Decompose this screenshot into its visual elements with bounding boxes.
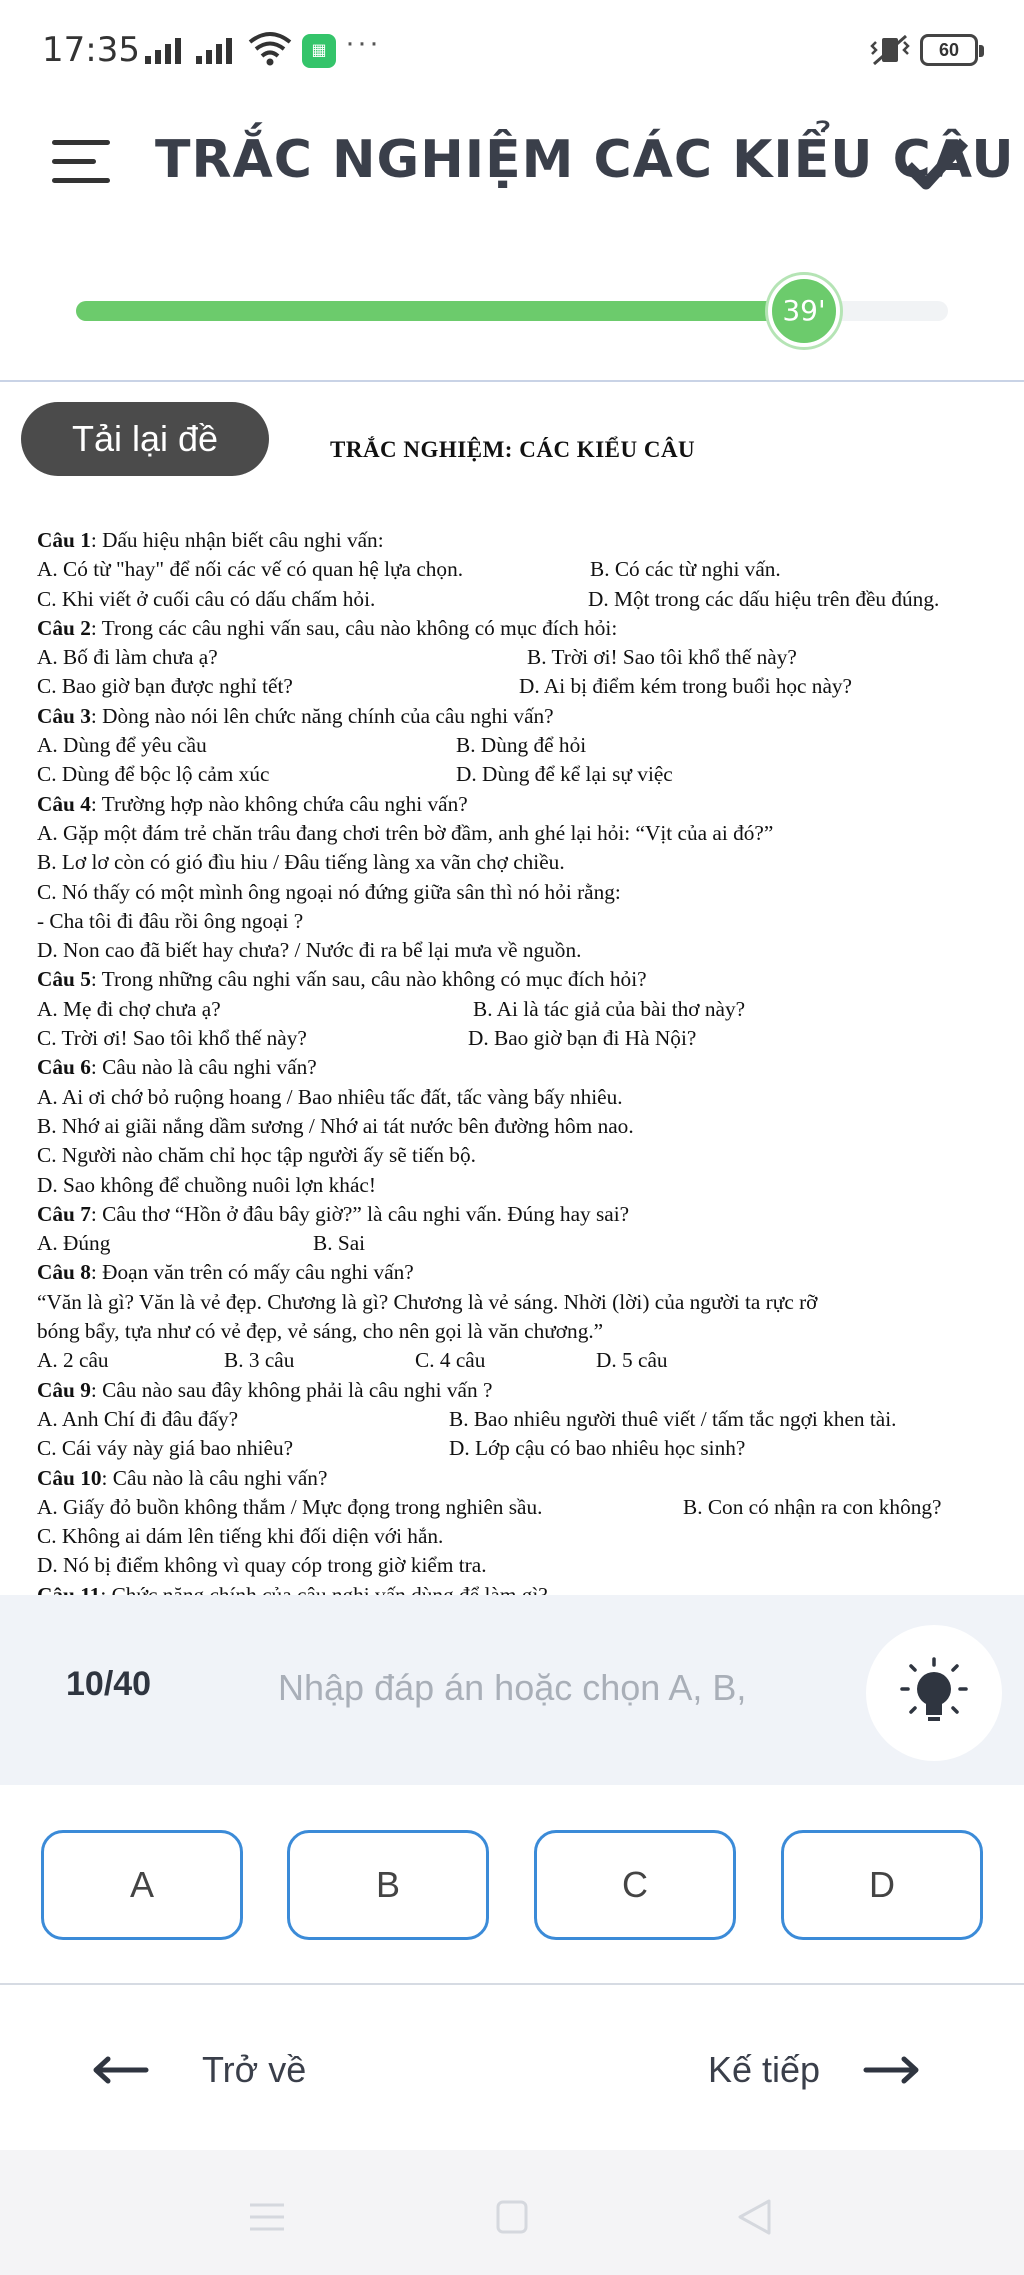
divider	[0, 380, 1024, 382]
question-number: Câu 10	[37, 1465, 102, 1490]
choice-c-button[interactable]: C	[534, 1830, 736, 1940]
question-line-text	[37, 587, 375, 611]
question-text: A. Bố đi làm chưa ạ?	[37, 645, 218, 670]
question-line-text	[37, 645, 218, 669]
question-text: : Trong các câu nghi vấn sau, câu nào không có mục đích hỏi:	[90, 615, 618, 640]
back-label: Trở về	[202, 2049, 307, 2090]
answer-input[interactable]	[278, 1653, 838, 1723]
question-line	[37, 555, 1017, 584]
question-number: Câu 9	[37, 1377, 91, 1402]
choice-d-button[interactable]: D	[781, 1830, 983, 1940]
app-notification-icon: ▦	[302, 34, 336, 68]
question-line	[37, 585, 1017, 614]
recent-apps-icon[interactable]	[250, 2202, 284, 2232]
question-line	[37, 702, 1017, 731]
question-text: C. Không ai dám lên tiếng khi đối diện với hắn.	[37, 1524, 444, 1549]
question-counter: 10/40	[66, 1665, 152, 1703]
timer-badge: 39'	[768, 275, 840, 347]
answer-option-text: B. 3 câu	[224, 1348, 295, 1373]
answer-option-text: B. Bao nhiêu người thuê viết / tấm tắc ngợi khen tài.	[449, 1406, 897, 1431]
divider	[0, 1983, 1024, 1985]
question-line-text	[37, 557, 463, 581]
lightbulb-icon	[866, 1625, 1002, 1761]
choice-b-button[interactable]: B	[287, 1830, 489, 1940]
question-line-text	[37, 997, 221, 1021]
question-line	[37, 1053, 1017, 1082]
question-line-text	[37, 704, 554, 728]
question-text: : Câu thơ “Hồn ở đâu bây giờ?” là câu nghi vấn. Đúng hay sai?	[90, 1201, 630, 1226]
answer-option-text: B. Ai là tác giả của bài thơ này?	[473, 996, 746, 1021]
question-line-text	[37, 1085, 623, 1109]
checkmark-icon[interactable]	[904, 134, 968, 192]
question-text: : Trong những câu nghi vấn sau, câu nào không có mục đích hỏi?	[90, 967, 647, 992]
choice-a-button[interactable]: A	[41, 1830, 243, 1940]
question-text: C. Bao giờ bạn được nghỉ tết?	[37, 674, 293, 699]
question-line	[37, 878, 1017, 907]
question-number: Câu 8	[37, 1260, 91, 1285]
question-line	[37, 790, 1017, 819]
question-line-text	[37, 1143, 476, 1167]
question-line-text	[37, 528, 384, 552]
question-text: C. Nó thấy có một mình ông ngoại nó đứng giữa sân thì nó hỏi rằng:	[37, 879, 621, 904]
question-text: A. Đúng	[37, 1231, 111, 1256]
question-text: “Văn là gì? Văn là vẻ đẹp. Chương là gì? Chương là vẻ sáng. Nhời (lời) của người ta rực rỡ	[37, 1289, 818, 1314]
question-line	[37, 965, 1017, 994]
answer-option-text: B. Con có nhận ra con không?	[683, 1494, 942, 1519]
battery-icon	[920, 34, 978, 66]
question-line	[37, 1171, 1017, 1200]
reload-exam-button[interactable]: Tải lại đề	[21, 402, 269, 476]
question-line	[37, 614, 1017, 643]
answer-option-text: D. Ai bị điểm kém trong buổi học này?	[519, 674, 853, 699]
answer-option-text: D. 5 câu	[596, 1348, 668, 1373]
question-line-text	[37, 792, 468, 816]
question-line	[37, 1346, 1017, 1375]
question-line	[37, 1112, 1017, 1141]
question-text: : Câu nào là câu nghi vấn?	[101, 1465, 328, 1490]
question-text: A. Gặp một đám trẻ chăn trâu đang chơi trên bờ đầm, anh ghé lại hỏi: “Vịt của ai đó?”	[37, 820, 774, 845]
question-line	[37, 672, 1017, 701]
question-line	[37, 1405, 1017, 1434]
answer-option-text: D. Lớp cậu có bao nhiêu học sinh?	[449, 1436, 746, 1461]
question-text: A. Ai ơi chớ bỏ ruộng hoang / Bao nhiêu tấc đất, tấc vàng bấy nhiêu.	[37, 1084, 623, 1109]
answer-option-text: B. Trời ơi! Sao tôi khổ thế này?	[527, 645, 797, 670]
question-text: A. Anh Chí đi đâu đấy?	[37, 1406, 239, 1431]
question-text: : Đoạn văn trên có mấy câu nghi vấn?	[90, 1260, 414, 1285]
question-text: C. Trời ơi! Sao tôi khổ thế này?	[37, 1026, 307, 1051]
question-text: A. Giấy đỏ buồn không thắm / Mực đọng trong nghiên sầu.	[37, 1494, 543, 1519]
app-header	[0, 100, 1024, 230]
question-text: D. Nó bị điểm không vì quay cóp trong giờ kiểm tra.	[37, 1553, 487, 1578]
arrow-right-icon	[862, 2055, 922, 2085]
question-line	[37, 1288, 1017, 1317]
question-line	[37, 1551, 1017, 1580]
next-button[interactable]	[708, 2040, 922, 2100]
question-line-text	[37, 938, 581, 962]
question-line-text	[37, 1114, 634, 1138]
question-line-text	[37, 1173, 376, 1197]
question-line-text	[37, 1495, 542, 1519]
question-number: Câu 4	[37, 791, 91, 816]
answer-option-text: D. Bao giờ bạn đi Hà Nội?	[468, 1026, 697, 1051]
question-text: A. 2 câu	[37, 1348, 109, 1373]
back-triangle-icon[interactable]	[736, 2198, 772, 2236]
back-button[interactable]	[90, 2040, 306, 2100]
timer-progress-fill	[76, 301, 806, 321]
system-navigation-bar	[0, 2150, 1024, 2275]
question-text: D. Non cao đã biết hay chưa? / Nước đi ra bể lại mưa về nguồn.	[37, 938, 582, 963]
choice-buttons	[0, 1830, 1024, 1940]
question-line	[37, 995, 1017, 1024]
question-number: Câu 5	[37, 967, 91, 992]
status-time: 17:35	[42, 30, 140, 70]
question-line	[37, 936, 1017, 965]
question-number: Câu 1	[37, 528, 91, 552]
question-text: B. Nhớ ai giãi nắng dầm sương / Nhớ ai tát nước bên đường hôm nao.	[37, 1113, 634, 1138]
question-number: Câu 3	[37, 703, 91, 728]
answer-option-text: D. Một trong các dấu hiệu trên đều đúng.	[588, 586, 940, 611]
question-line-text	[37, 909, 303, 933]
question-text: C. Khi viết ở cuối câu có dấu chấm hỏi.	[37, 586, 376, 611]
question-text: - Cha tôi đi đâu rồi ông ngoại ?	[37, 908, 304, 933]
question-line-text	[37, 1436, 293, 1460]
question-text: A. Có từ "hay" để nối các vế có quan hệ lựa chọn.	[37, 557, 464, 582]
question-line	[37, 1083, 1017, 1112]
answer-option-text: B. Có các từ nghi vấn.	[590, 557, 781, 582]
question-line	[37, 760, 1017, 789]
signal-icon	[145, 34, 181, 64]
answer-option-text: B. Sai	[313, 1231, 366, 1256]
question-line	[37, 1493, 1017, 1522]
question-line-text	[37, 1231, 110, 1255]
question-line-text	[37, 616, 617, 640]
question-line-text	[37, 1553, 487, 1577]
question-line-text	[37, 1378, 492, 1402]
question-text: : Câu nào sau đây không phải là câu nghi vấn ?	[90, 1377, 493, 1402]
question-line	[37, 1464, 1017, 1493]
document-title: TRẮC NGHIỆM: CÁC KIỂU CÂU	[330, 437, 696, 462]
question-line-text	[37, 1260, 414, 1284]
question-text: : Câu nào là câu nghi vấn?	[90, 1055, 317, 1080]
question-line	[37, 1200, 1017, 1229]
question-line-text	[37, 1319, 603, 1343]
page-title: TRẮC NGHIỆM CÁC KIỂU CÂU	[155, 130, 1015, 190]
question-number: Câu 7	[37, 1201, 91, 1226]
question-line	[37, 1376, 1017, 1405]
answer-option-text: C. 4 câu	[415, 1348, 486, 1373]
question-text: A. Mẹ đi chợ chưa ạ?	[37, 996, 221, 1021]
signal-icon	[196, 34, 232, 64]
question-text: A. Dùng để yêu cầu	[37, 733, 207, 758]
next-label: Kế tiếp	[708, 2049, 821, 2090]
answer-option-text: D. Dùng để kể lại sự việc	[456, 762, 673, 787]
question-line	[37, 1141, 1017, 1170]
question-text: : Dòng nào nói lên chức năng chính của câu nghi vấn?	[90, 703, 554, 728]
question-line	[37, 819, 1017, 848]
vibrate-icon	[868, 32, 912, 68]
question-line	[37, 526, 1017, 555]
question-line-text	[37, 1055, 317, 1079]
question-line	[37, 1434, 1017, 1463]
question-line	[37, 1024, 1017, 1053]
question-line-text	[37, 1348, 109, 1372]
question-text: bóng bẩy, tựa như có vẻ đẹp, vẻ sáng, cho nên gọi là văn chương.”	[37, 1319, 604, 1344]
question-text: C. Cái váy này giá bao nhiêu?	[37, 1436, 294, 1461]
question-text: B. Lơ lơ còn có gió đìu hiu / Đâu tiếng làng xa vãn chợ chiều.	[37, 850, 565, 875]
question-line	[37, 848, 1017, 877]
question-line-text	[37, 1524, 443, 1548]
question-line	[37, 1229, 1017, 1258]
question-line-text	[37, 1026, 307, 1050]
arrow-left-icon	[90, 2055, 150, 2085]
question-text: : Dấu hiệu nhận biết câu nghi vấn:	[90, 528, 384, 552]
answer-option-text: B. Dùng để hỏi	[456, 733, 587, 758]
question-line-text	[37, 880, 621, 904]
question-line	[37, 731, 1017, 760]
question-number: Câu 6	[37, 1055, 91, 1080]
question-number: Câu 2	[37, 615, 91, 640]
question-line	[37, 1258, 1017, 1287]
question-line-text	[37, 1290, 817, 1314]
question-line-text	[37, 674, 293, 698]
question-line-text	[37, 850, 565, 874]
question-line-text	[37, 1407, 238, 1431]
answer-panel	[0, 1595, 1024, 1785]
question-text: : Trường hợp nào không chứa câu nghi vấn?	[90, 791, 468, 816]
question-document	[37, 526, 1017, 1594]
question-text: D. Sao không để chuồng nuôi lợn khác!	[37, 1172, 376, 1197]
question-line-text	[37, 733, 207, 757]
question-line-text	[37, 967, 647, 991]
status-bar	[0, 0, 1024, 100]
menu-icon[interactable]	[52, 140, 110, 184]
home-icon[interactable]	[496, 2200, 528, 2234]
question-line-text	[37, 762, 269, 786]
question-line	[37, 643, 1017, 672]
wifi-icon	[248, 30, 292, 66]
question-line-text	[37, 1466, 327, 1490]
question-text: C. Người nào chăm chỉ học tập người ấy sẽ tiến bộ.	[37, 1143, 476, 1168]
question-line	[37, 1317, 1017, 1346]
more-icon: ···	[345, 26, 381, 59]
question-text: C. Dùng để bộc lộ cảm xúc	[37, 762, 270, 787]
question-line	[37, 1522, 1017, 1551]
hint-button[interactable]	[866, 1625, 1002, 1761]
question-line-text	[37, 821, 773, 845]
question-line-text	[37, 1202, 629, 1226]
question-line	[37, 907, 1017, 936]
battery-level: 60	[938, 40, 960, 60]
